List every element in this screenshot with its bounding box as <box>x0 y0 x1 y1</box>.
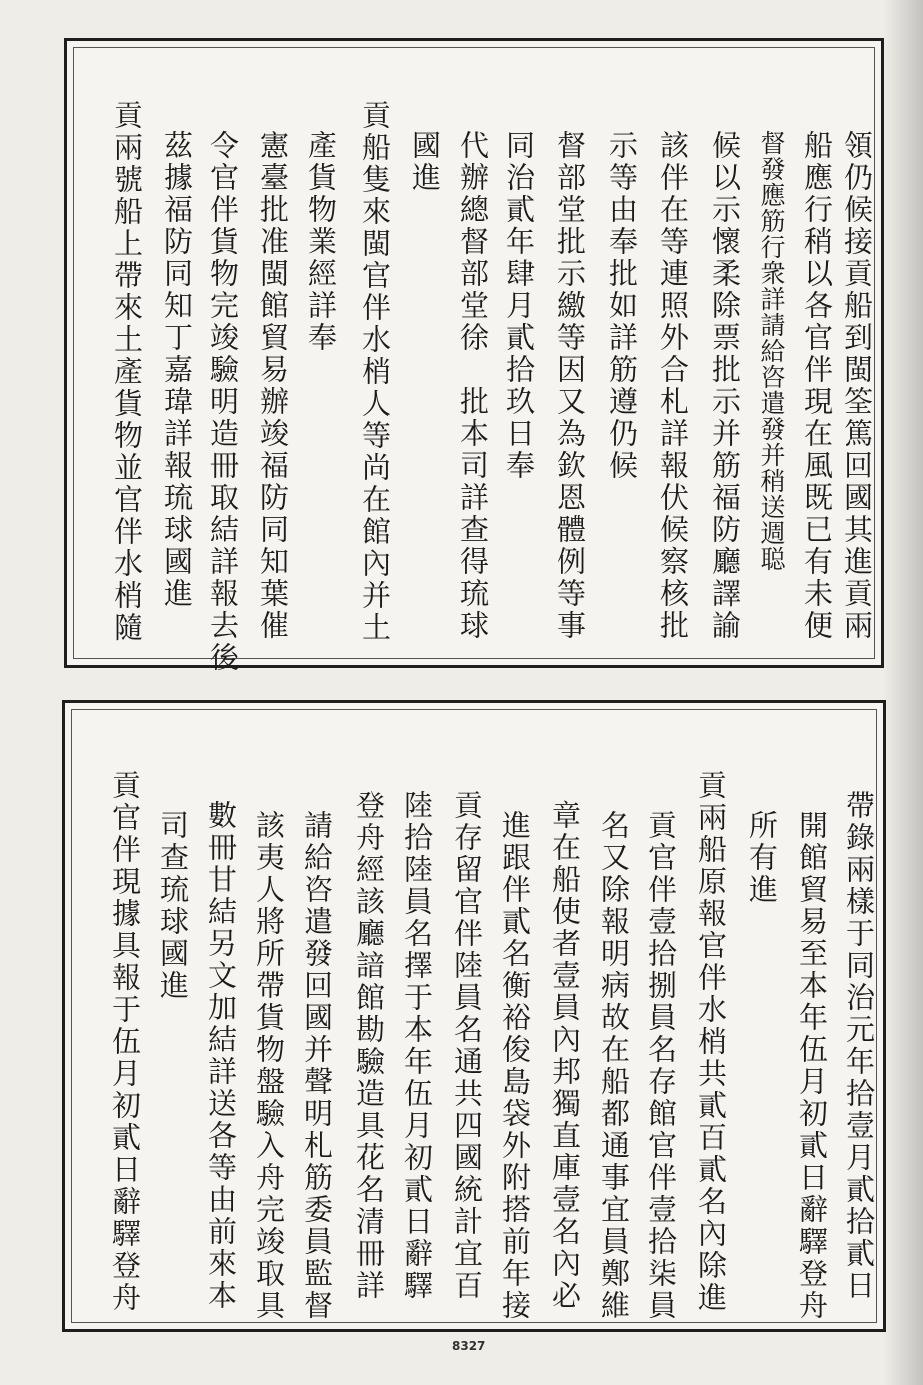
bottom-column-5: 貢官伴壹拾捌員名存館官伴壹拾柒員 <box>644 810 678 1322</box>
bottom-column-4: 貢兩船原報官伴水梢共貳百貳名內除進 <box>694 770 728 1314</box>
top-column-14: 令官伴貨物完竣驗明造冊取結詳報去後 <box>206 130 240 674</box>
top-column-16: 貢兩號船上帶來土產貨物並官伴水梢隨 <box>110 100 144 644</box>
page-edge-shadow <box>883 0 923 1385</box>
top-column-2: 船應行稍以各官伴現在風既已有未便 <box>800 130 834 642</box>
bottom-column-10: 陸拾陸員名擇于本年伍月初貳日辭驛 <box>400 790 434 1302</box>
bottom-column-1: 帶錄兩樣于同治元年拾壹月貳拾貳日 <box>842 790 876 1302</box>
bottom-column-12: 請給咨遣發回國并聲明札筋委員監督 <box>300 810 334 1322</box>
top-column-6: 示等由奉批如詳筋遵仍候 <box>605 130 639 482</box>
top-column-7: 督部堂批示繳等因又為欽恩體例等事 <box>553 130 587 642</box>
bottom-column-13: 該夷人將所帶貨物盤驗入舟完竣取具 <box>252 810 286 1322</box>
bottom-column-11: 登舟經該廳諳館勘驗造具花名清冊詳 <box>352 790 386 1302</box>
bottom-column-9: 貢存留官伴陸員名通共四國統計宜百 <box>450 790 484 1302</box>
bottom-column-6: 名又除報明病故在船都通事宜員鄭維 <box>597 810 631 1322</box>
bottom-column-14: 數冊甘結另文加結詳送各等由前來本 <box>204 800 238 1312</box>
top-column-11: 貢船隻來閩官伴水梢人等尚在館內并土 <box>358 100 392 644</box>
bottom-column-15: 司查琉球國進 <box>156 810 190 1002</box>
top-column-9: 代辦總督部堂徐 批本司詳查得琉球 <box>456 130 490 642</box>
top-column-4: 候以示懷柔除票批示并筋福防廳譯諭 <box>708 130 742 642</box>
top-column-15: 茲據福防同知丁嘉瑋詳報琉球國進 <box>160 130 194 610</box>
top-column-13: 憲臺批准閩館貿易辦竣福防同知葉催 <box>256 130 290 642</box>
top-column-10: 國進 <box>408 130 442 194</box>
top-column-3: 督發應筋行衆詳請給咨遣發并稍送週聪 <box>757 130 786 572</box>
bottom-column-7: 章在船使者壹員內邦獨直庫壹名內必 <box>548 800 582 1312</box>
top-column-8: 同治貳年肆月貳拾玖日奉 <box>502 130 536 482</box>
page-number: 8327 <box>452 1339 486 1353</box>
bottom-column-16: 貢官伴現據具報于伍月初貳日辭驛登舟 <box>108 770 142 1314</box>
bottom-column-3: 所有進 <box>745 810 779 906</box>
bottom-column-8: 進跟伴貳名衡裕俊島袋外附搭前年接 <box>498 810 532 1322</box>
bottom-column-2: 開館貿易至本年伍月初貳日辭驛登舟 <box>795 810 829 1322</box>
top-column-1: 領仍候接貢船到閩筌篤回國其進貢兩 <box>840 130 874 642</box>
top-column-5: 該伴在等連照外合札詳報伏候察核批 <box>656 130 690 642</box>
top-column-12: 產貨物業經詳奉 <box>304 130 338 354</box>
